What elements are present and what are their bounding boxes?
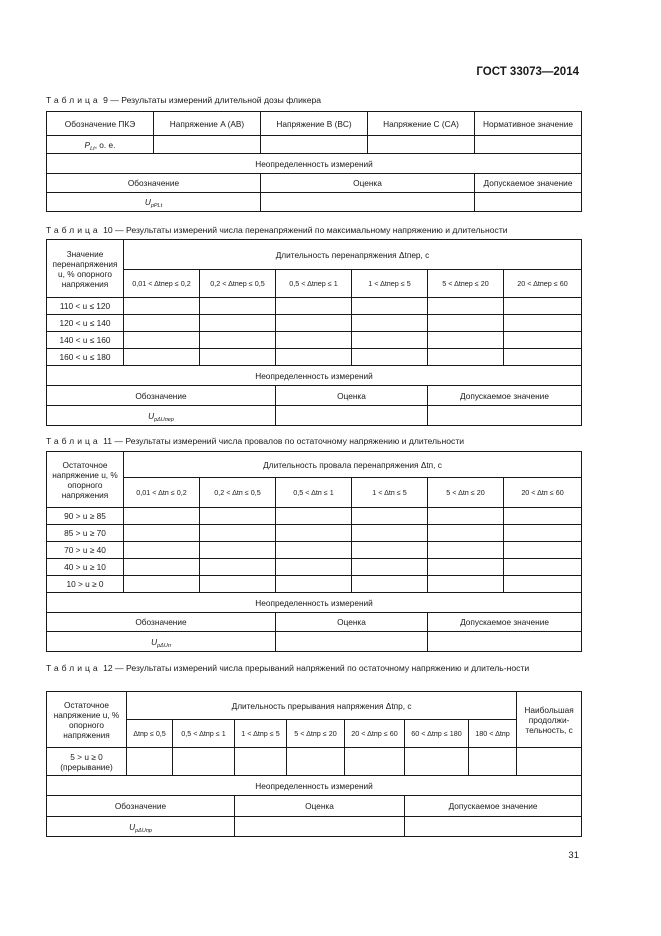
t11-row-label: 85 > u ≥ 70 xyxy=(47,525,124,542)
t9-cell xyxy=(368,136,475,154)
table-12 xyxy=(46,691,582,837)
table-row xyxy=(47,559,582,576)
t10-uncertainty: Неопределенность измерений xyxy=(47,366,582,386)
t9-col-4: Нормативное значение xyxy=(475,112,582,136)
t10-subcol: 0,5 < Δtпер ≤ 1 xyxy=(276,270,352,298)
t9-allowed: Допускаемое значение xyxy=(475,174,582,193)
caption-text: 9 — Результаты измерений длительной дозы фликера xyxy=(103,95,322,105)
caption-text: 10 — Результаты измерений числа перенапряжений по максимальному напряжению и длительности xyxy=(103,225,508,235)
table-row xyxy=(47,298,582,315)
t11-row-label: 70 > u ≥ 40 xyxy=(47,542,124,559)
t11-subcol: 1 < Δtп ≤ 5 xyxy=(352,478,428,508)
t12-subcol: 5 < Δtпр ≤ 20 xyxy=(287,720,345,748)
t11-uncertainty: Неопределенность измерений xyxy=(47,593,582,613)
t10-subcol: 0,01 < Δtпер ≤ 0,2 xyxy=(124,270,200,298)
t10-subcol: 5 < Δtпер ≤ 20 xyxy=(428,270,504,298)
t11-subcol: 0,5 < Δtп ≤ 1 xyxy=(276,478,352,508)
t9-col-3: Напряжение C (CA) xyxy=(368,112,475,136)
table-row xyxy=(47,332,582,349)
t9-cell xyxy=(261,193,475,212)
t9-cell xyxy=(154,136,261,154)
t10-row-label: 140 < u ≤ 160 xyxy=(47,332,124,349)
caption-text: 12 — Результаты измерений числа прерываний напряжений по остаточному напряжению и длитель-ности xyxy=(103,663,530,673)
t11-subcol: 0,2 < Δtп ≤ 0,5 xyxy=(200,478,276,508)
t11-group-head: Длительность провала перенапряжения Δtп, с xyxy=(124,452,582,478)
t12-group-head: Длительность прерывания напряжения Δtпр, с xyxy=(127,692,517,720)
t11-subcol: 0,01 < Δtп ≤ 0,2 xyxy=(124,478,200,508)
t12-subcol: 60 < Δtпр ≤ 180 xyxy=(405,720,469,748)
t12-first-col: Остаточное напряжение u, % опорного напряжения xyxy=(47,692,127,748)
t10-row-label: 110 < u ≤ 120 xyxy=(47,298,124,315)
standard-header: ГОСТ 33073—2014 xyxy=(476,66,579,78)
t10-subcol: 0,2 < Δtпер ≤ 0,5 xyxy=(200,270,276,298)
t9-col-2: Напряжение B (BC) xyxy=(261,112,368,136)
page-number: 31 xyxy=(568,850,579,861)
table-9 xyxy=(46,111,582,212)
t9-estimate: Оценка xyxy=(261,174,475,193)
caption-word: Таблица xyxy=(46,663,101,673)
t12-designation: Обозначение xyxy=(47,796,235,817)
table-12-caption xyxy=(46,662,579,674)
t10-row-label: 120 < u ≤ 140 xyxy=(47,315,124,332)
caption-word: Таблица xyxy=(46,436,101,446)
t12-subcol: Δtпр ≤ 0,5 xyxy=(127,720,173,748)
t12-subcol: 0,5 < Δtпр ≤ 1 xyxy=(173,720,235,748)
t10-row-label: 160 < u ≤ 180 xyxy=(47,349,124,366)
t12-row-label: 5 > u ≥ 0 (прерывание) xyxy=(47,748,127,776)
t10-allowed: Допускаемое значение xyxy=(428,386,582,406)
t12-allowed: Допускаемое значение xyxy=(405,796,582,817)
table-row xyxy=(47,748,582,776)
caption-word: Таблица xyxy=(46,225,101,235)
t12-uncertainty: Неопределенность измерений xyxy=(47,776,582,796)
t10-estimate: Оценка xyxy=(276,386,428,406)
t9-cell xyxy=(475,193,582,212)
t9-designation: Обозначение xyxy=(47,174,261,193)
table-row xyxy=(47,542,582,559)
table-row xyxy=(47,315,582,332)
t11-designation: Обозначение xyxy=(47,613,276,632)
t11-row-label: 10 > u ≥ 0 xyxy=(47,576,124,593)
t11-row-label: 90 > u ≥ 85 xyxy=(47,508,124,525)
t10-designation: Обозначение xyxy=(47,386,276,406)
t10-first-col: Значение перенапряжения u, % опорного напряжения xyxy=(47,240,124,298)
table-10 xyxy=(46,239,582,426)
t9-row-plt: $P_{Lt}$, о. е. xyxy=(47,136,154,154)
t11-u-symbol: $U_{p\Delta Uп}$ xyxy=(47,632,276,652)
t12-u-symbol: $U_{p\Delta Uпр}$ xyxy=(47,817,235,837)
t10-subcol: 20 < Δtпер ≤ 60 xyxy=(504,270,582,298)
t9-col-0: Обозначение ПКЭ xyxy=(47,112,154,136)
t11-estimate: Оценка xyxy=(276,613,428,632)
t9-cell xyxy=(475,136,582,154)
t12-subcol: 180 < Δtпр xyxy=(469,720,517,748)
table-row xyxy=(47,525,582,542)
table-row xyxy=(47,349,582,366)
t10-group-head: Длительность перенапряжения Δtпер, с xyxy=(124,240,582,270)
t10-subcol: 1 < Δtпер ≤ 5 xyxy=(352,270,428,298)
caption-text: 11 — Результаты измерений числа провалов по остаточному напряжению и длительности xyxy=(103,436,465,446)
table-row xyxy=(47,576,582,593)
t11-subcol: 5 < Δtп ≤ 20 xyxy=(428,478,504,508)
t9-cell xyxy=(261,136,368,154)
t9-col-1: Напряжение A (AB) xyxy=(154,112,261,136)
t12-estimate: Оценка xyxy=(235,796,405,817)
t10-u-symbol: $U_{p\Delta Uпер}$ xyxy=(47,406,276,426)
t9-uncertainty: Неопределенность измерений xyxy=(47,154,582,174)
table-10-caption xyxy=(46,224,579,236)
table-row xyxy=(47,508,582,525)
t12-last-col: Наибольшая продолжи-тельность, с xyxy=(517,692,582,748)
t9-u-symbol: $U_{pPLt}$ xyxy=(47,193,261,212)
t12-subcol: 1 < Δtпр ≤ 5 xyxy=(235,720,287,748)
t11-first-col: Остаточное напряжение u, % опорного напряжения xyxy=(47,452,124,508)
t12-subcol: 20 < Δtпр ≤ 60 xyxy=(345,720,405,748)
t11-allowed: Допускаемое значение xyxy=(428,613,582,632)
table-11-caption xyxy=(46,435,579,447)
table-9-caption xyxy=(46,94,579,106)
t11-subcol: 20 < Δtп ≤ 60 xyxy=(504,478,582,508)
t11-row-label: 40 > u ≥ 10 xyxy=(47,559,124,576)
table-11 xyxy=(46,451,582,652)
caption-word: Таблица xyxy=(46,95,101,105)
